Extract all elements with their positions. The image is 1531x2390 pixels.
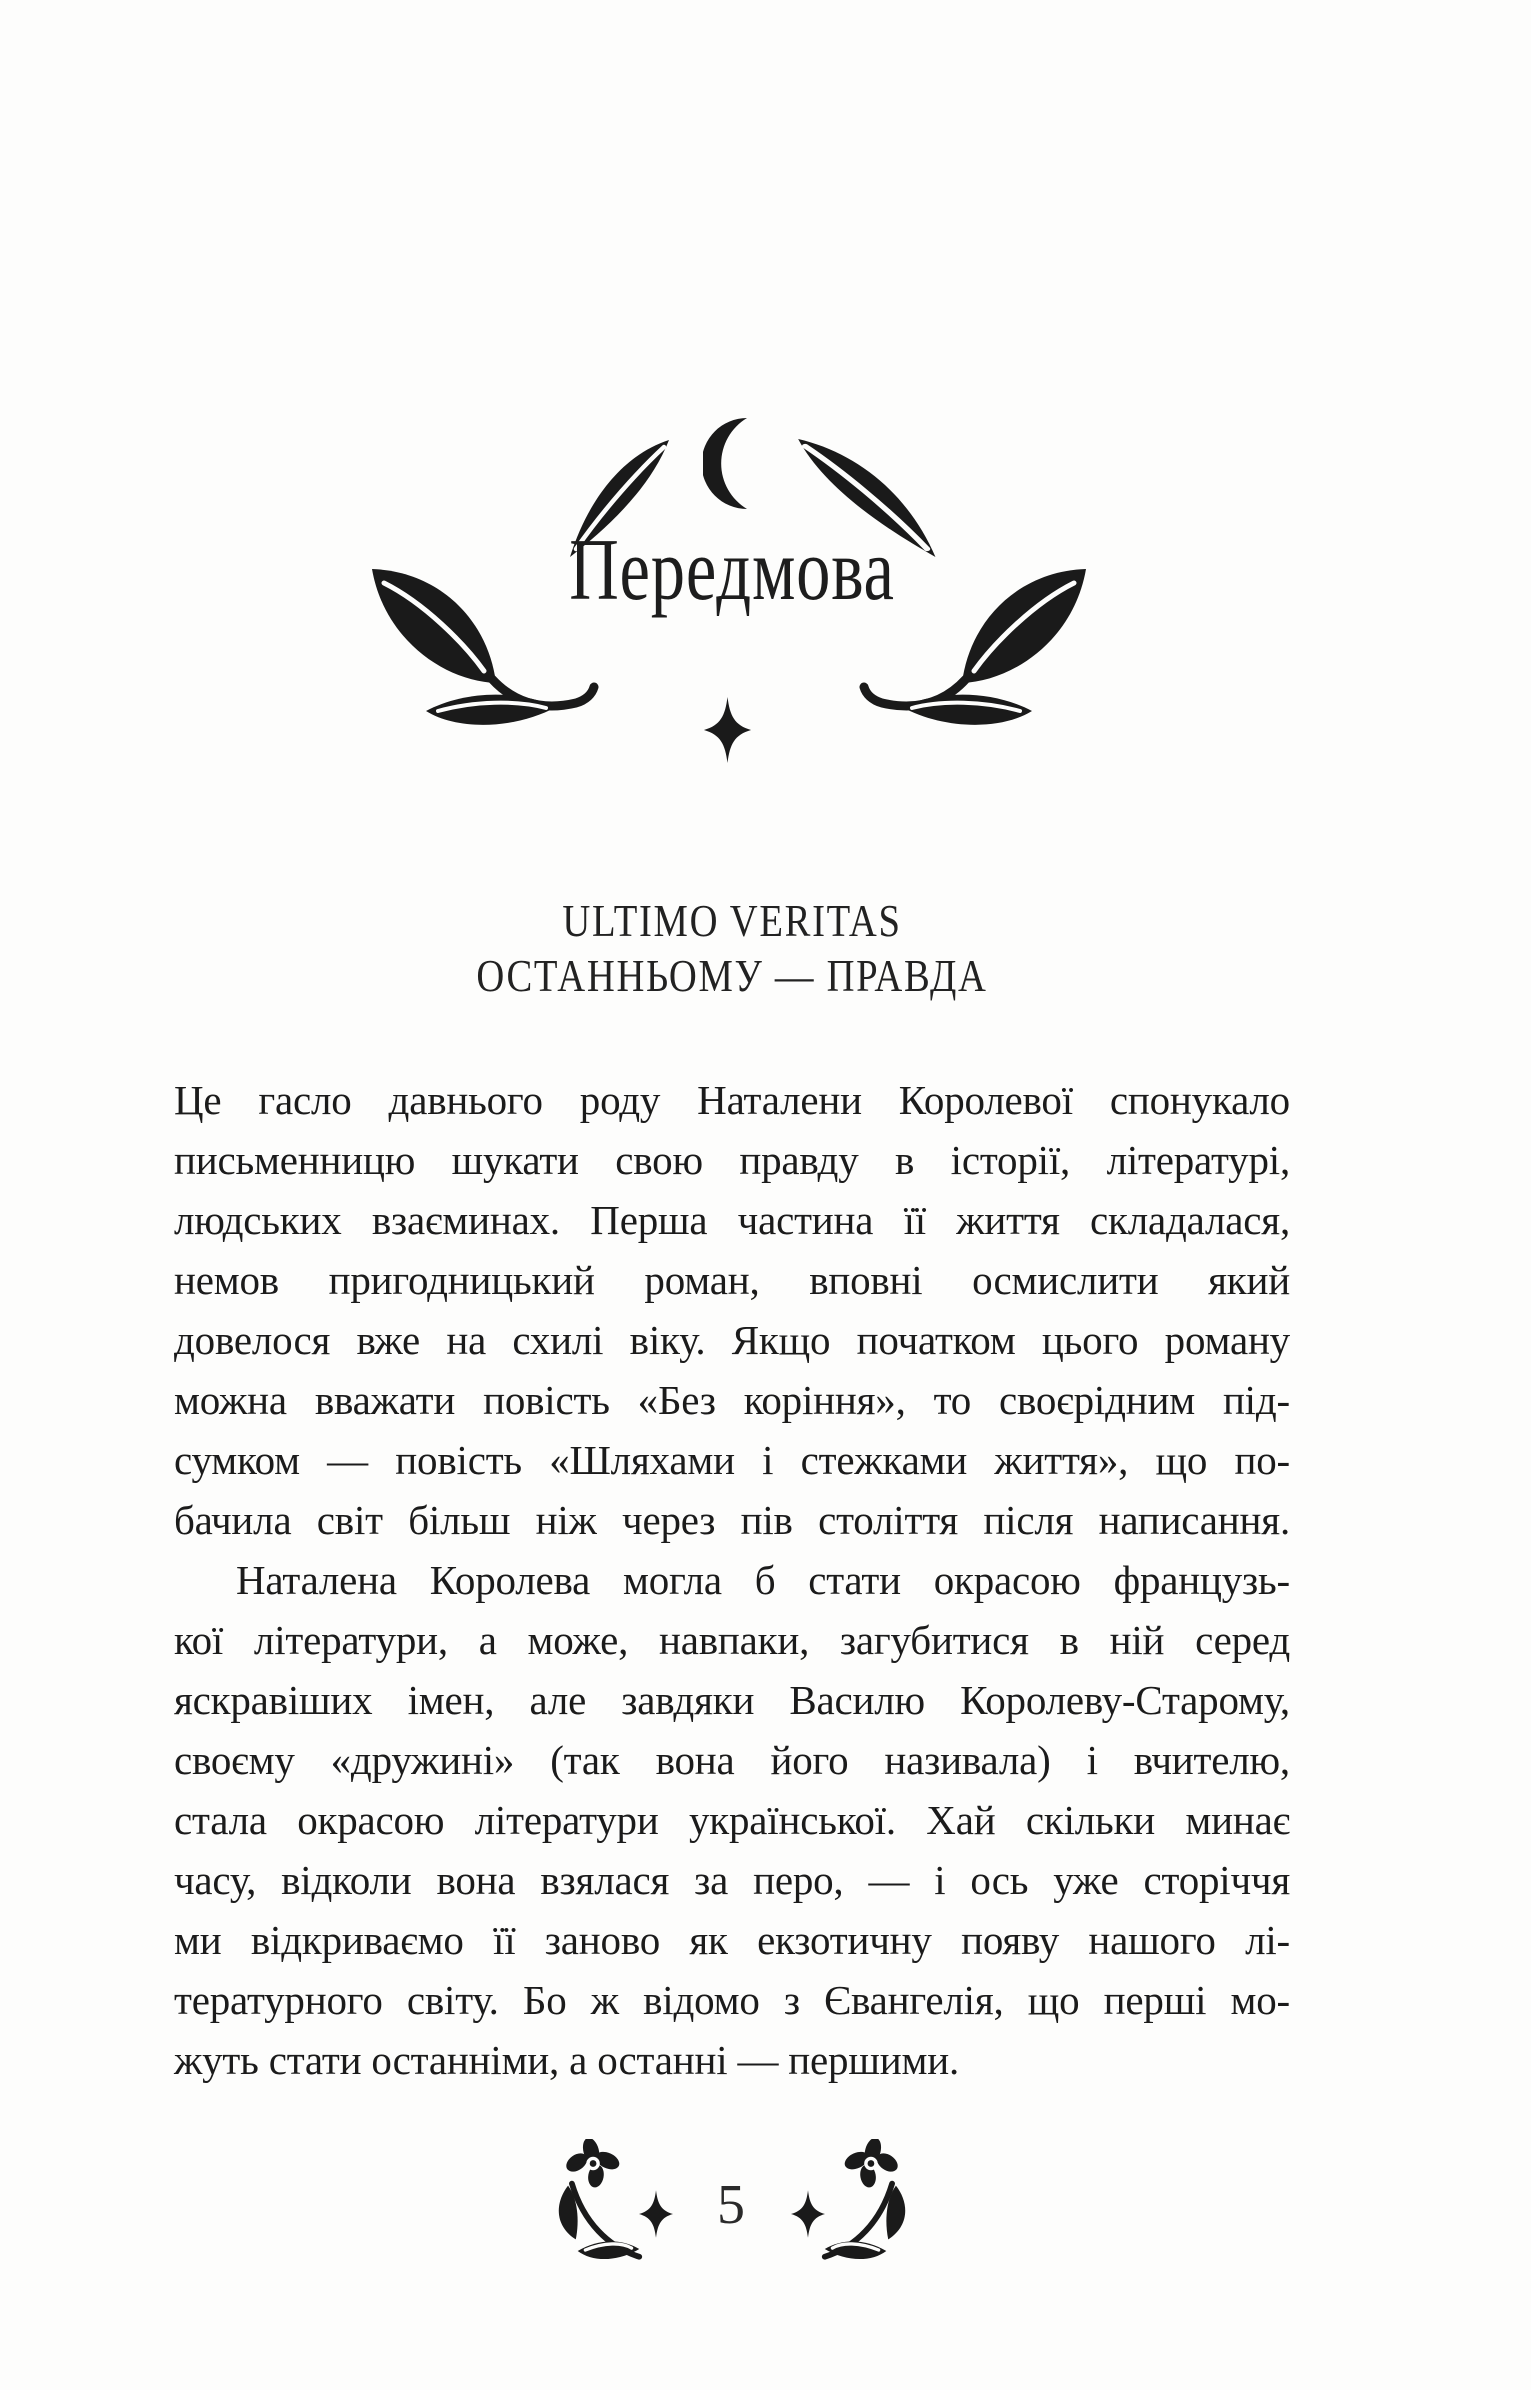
page-number: 5: [717, 2174, 745, 2236]
body-text-line: Наталена Королева могла б стати окрасою французь-: [236, 1557, 1290, 1603]
body-text-line: часу, відколи вона взялася за перо, — і ось уже сторіччя: [174, 1857, 1290, 1903]
body-text-line: сумком — повість «Шляхами і стежками життя», що по-: [174, 1437, 1290, 1483]
body-text-line: можна вважати повість «Без коріння», то своєрідним під-: [174, 1377, 1290, 1423]
body-text-line: тературного світу. Бо ж відомо з Євангелія, що перші мо-: [174, 1977, 1290, 2023]
body-text-line: стала окрасою літератури української. Хай скільки минає: [174, 1797, 1290, 1843]
crescent-moon-icon: [703, 415, 750, 512]
body-text-line: Це гасло давнього роду Наталени Королевої спонукало: [174, 1077, 1290, 1123]
page-title: Передмова: [569, 522, 895, 619]
four-point-star-icon: [702, 697, 753, 763]
epigraph-line-latin: ULTIMO VERITAS: [562, 895, 902, 946]
body-text-line: кої літератури, а може, навпаки, загубитися в ній серед: [174, 1617, 1290, 1663]
body-text-line: людських взаєминах. Перша частина її життя складалася,: [174, 1197, 1290, 1243]
body-text-line: бачила світ більш ніж через пів століття після написання.: [174, 1497, 1290, 1543]
body-text: [174, 1070, 1290, 2090]
body-text-line: письменницю шукати свою правду в історії, літературі,: [174, 1137, 1290, 1183]
laurel-branch-icon: [364, 561, 602, 743]
body-text-line: своєму «дружині» (так вона його називала) і вчителю,: [174, 1737, 1290, 1783]
page-footer: [174, 2136, 1290, 2264]
laurel-branch-icon: [856, 561, 1094, 743]
four-point-star-icon: [639, 2190, 673, 2238]
body-text-line: немов пригодницький роман, вповні осмислити який: [174, 1257, 1290, 1303]
epigraph: [263, 893, 1200, 1003]
floral-sprig-icon: [819, 2139, 919, 2261]
body-text-line: жуть стати останніми, а останні — першими.: [174, 2037, 959, 2083]
epigraph-line-ukrainian: ОСТАННЬОМУ — ПРАВДА: [476, 950, 988, 1001]
body-text-line: яскравіших імен, але завдяки Василю Королеву-Старому,: [174, 1677, 1290, 1723]
body-text-line: ми відкриваємо її заново як екзотичну появу нашого лі-: [174, 1917, 1290, 1963]
body-text-line: довелося вже на схилі віку. Якщо початком цього роману: [174, 1317, 1290, 1363]
floral-sprig-icon: [545, 2139, 645, 2261]
